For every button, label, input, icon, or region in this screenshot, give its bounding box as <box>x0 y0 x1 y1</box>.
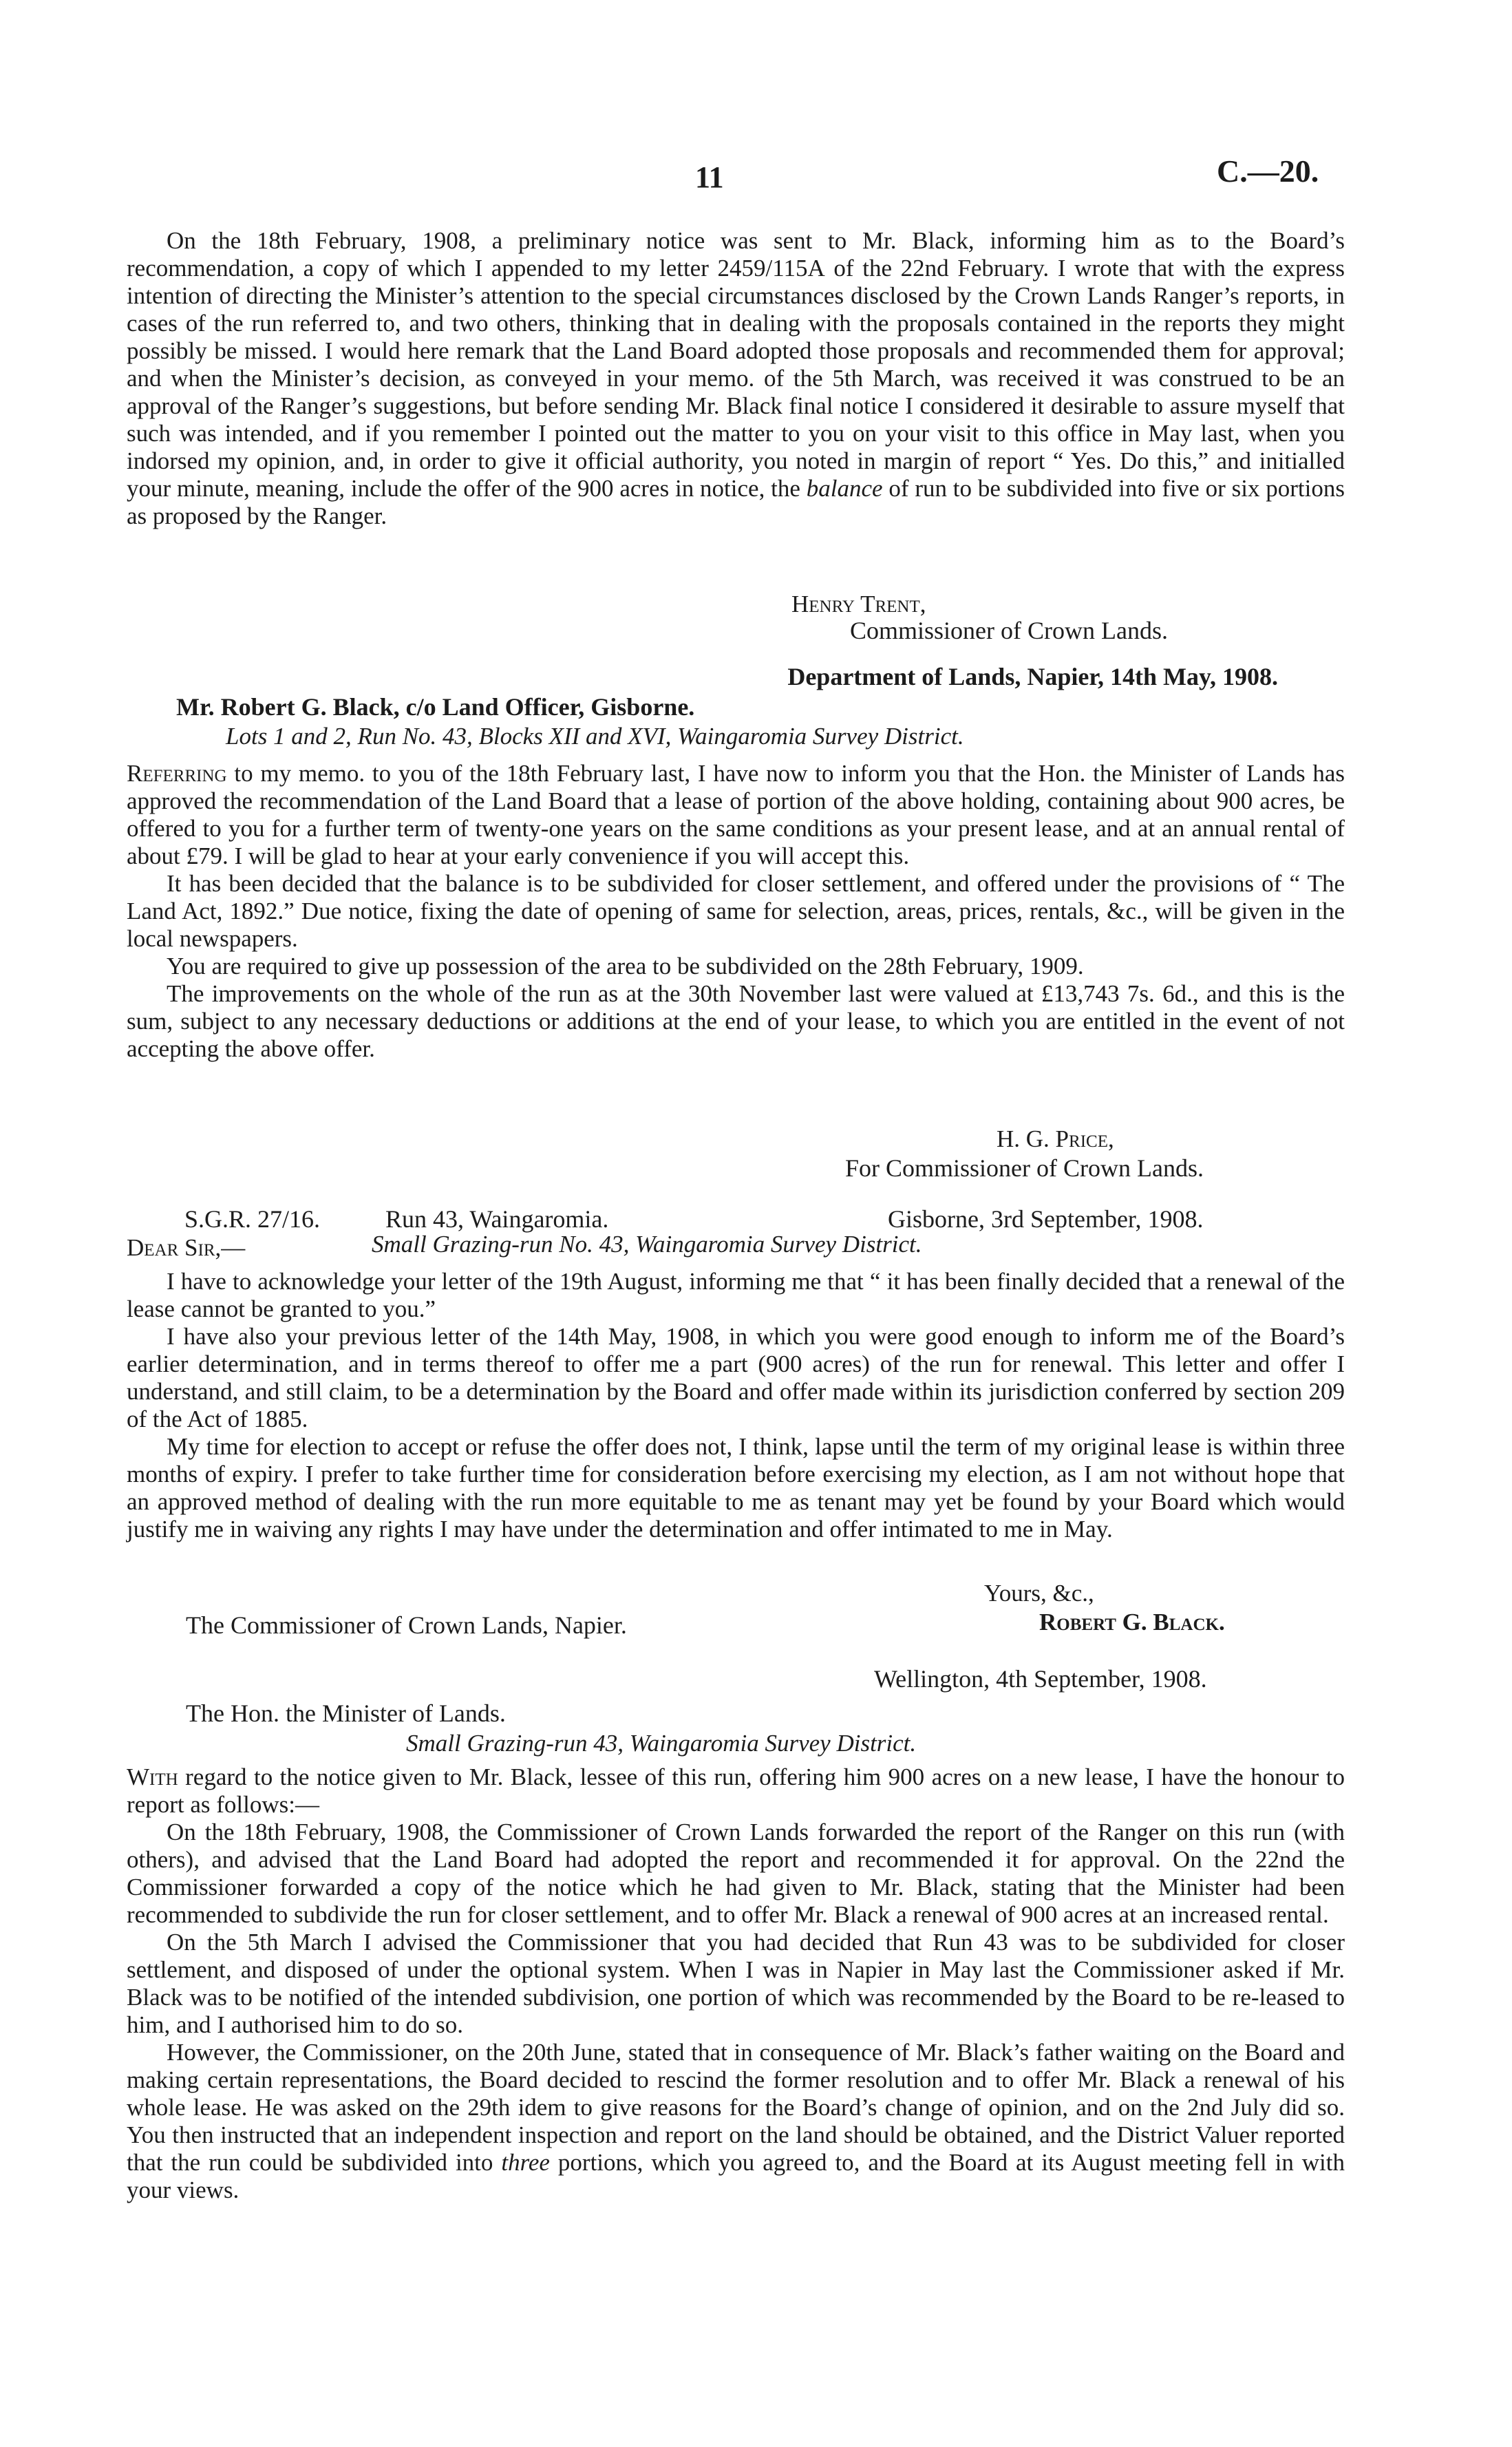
text-run: On the 18th February, 1908, a preliminary notice was sent to Mr. Black, informing him as to the Board’s recommendation, a copy of which I appended to my letter 2459/115 <box>127 227 1345 282</box>
text-run: balance <box>806 475 883 502</box>
text-run: However, the Commissioner, on the 20th June, stated that in consequence of Mr. Black’s father waiting on the Board and making certain representations, the Board decided to rescind the former resolution and to offer Mr. Black a renewal of his whole lease. He was asked on the 29th idem to give reasons for the Board’s change of opinion, and on the 2nd July did so. You then instructed that an independent inspection and report on the land should be obtained, and the District Valuer reported that the run could be subdivided into <box>127 2039 1345 2176</box>
text-run: portions, which you agreed to, and the Board at its August meeting fell in with your views. <box>127 2149 1345 2203</box>
dateline: Department of Lands, Napier, 14th May, 1908. <box>787 663 1278 690</box>
paragraph: The improvements on the whole of the run as at the 30th November last were valued at £13,743 7s. 6d., and this is the sum, subject to any necessary deductions or additions at the end of your lease, to which you are entitled in the event of not accepting the above offer. <box>127 980 1345 1062</box>
signature-name: Henry Trent, <box>791 591 926 617</box>
section-2-body <box>127 760 1345 1063</box>
signature-title: For Commissioner of Crown Lands. <box>845 1154 1204 1182</box>
paragraph: My time for election to accept or refuse the offer does not, I think, lapse until the term of my original lease is within three months of expiry. I prefer to take further time for consideration before exercising my election, as I am not without hope that an approved method of dealing with the run more equitable to me as tenant may yet be found by your Board which would justify me in waiving any rights I may have under the determination and offer intimated to me in May. <box>127 1433 1345 1543</box>
signature-title: Commissioner of Crown Lands. <box>850 617 1168 644</box>
paragraph: I have also your previous letter of the 14th May, 1908, in which you were good enough to inform me of the Board’s earlier determination, and in terms thereof to offer me a part (900 acres) of the run for renewal. This letter and offer I understand, and still claim, to be a determination by the Board and offer made within its jurisdiction conferred by section 209 of the Act of 1885. <box>127 1323 1345 1432</box>
section-1-paragraph <box>127 227 1345 530</box>
subject-line: Lots 1 and 2, Run No. 43, Blocks XII and XVI, Waingaromia Survey District. <box>226 723 964 750</box>
reference-number: S.G.R. 27/16. <box>184 1205 321 1233</box>
paragraph <box>127 760 1345 870</box>
page-number: 11 <box>695 160 724 194</box>
paragraph: I have to acknowledge your letter of the 19th August, informing me that “ it has been finally decided that a renewal of the lease cannot be granted to you.” <box>127 1268 1345 1322</box>
salutation: Dear Sir,— <box>127 1234 246 1261</box>
subject-line: Small Grazing-run No. 43, Waingaromia Survey District. <box>372 1231 922 1258</box>
signature-name: Robert G. Black. <box>1039 1609 1225 1635</box>
section-3-body <box>127 1268 1345 1543</box>
paragraph: You are required to give up possession of the area to be subdivided on the 28th February, 1909. <box>167 953 1084 979</box>
text-run: of the 22nd February. I wrote that with the express intention of directing the Minister’s attention to the special circumstances disclosed by the Crown Lands Ranger’s reports, in cases of the run referred to, and two others, thinking that in dealing with the proposals contained in the reports they might possibly be missed. I would here remark that the Land Board adopted those proposals and recommended them for approval; and when the Minister’s decision, as conveyed in your memo. of the 5th March, was received it was construed to be an approval of the Ranger’s suggestions, but before sending Mr. Black final notice I considered it desirable to assure myself that such was intended, and if you remember I pointed out the matter to you on your visit to this office in May last, when you indorsed my opinion, and, in order to give it official authority, you noted in margin of report “ Yes. Do this,” and initialled your minute, meaning, include the offer of the 900 acres in notice, the <box>127 255 1345 502</box>
text-run: three <box>501 2149 550 2176</box>
section-4-body <box>127 1763 1345 2204</box>
dateline: Gisborne, 3rd September, 1908. <box>888 1205 1204 1233</box>
text-run: With <box>127 1763 178 1790</box>
addressee: The Commissioner of Crown Lands, Napier. <box>186 1611 627 1639</box>
text-run: regard to the notice given to Mr. Black, lessee of this run, offering him 900 acres on a new lease, I have the honour to report as follows:— <box>127 1763 1345 1818</box>
paragraph: On the 18th February, 1908, the Commissioner of Crown Lands forwarded the report of the Ranger on this run (with others), and advised that the Land Board had adopted the report and recommended it for approval. On the 22nd the Commissioner forwarded a copy of the notice which he had given to Mr. Black, stating that the Minister had been recommended to subdivide the run for closer settlement, and to offer Mr. Black a renewal of 900 acres at an increased rental. <box>127 1819 1345 1928</box>
run-reference: Run 43, Waingaromia. <box>385 1205 609 1233</box>
paragraph <box>127 1763 1345 1819</box>
closing: Yours, &c., <box>984 1580 1094 1607</box>
subject-line: Small Grazing-run 43, Waingaromia Survey District. <box>406 1730 917 1757</box>
addressee: The Hon. the Minister of Lands. <box>186 1699 506 1727</box>
paragraph <box>127 2039 1345 2204</box>
section-1 <box>127 227 1345 530</box>
text-run: to my memo. to you of the 18th February last, I have now to inform you that the Hon. the Minister of Lands has approved the recommendation of the Land Board that a lease of portion of the above holding, containing about 900 acres, be offered to you for a further term of twenty-one years on the same conditions as your present lease, and at an annual rental of about £79. I will be glad to hear at your early convenience if you will accept this. <box>127 760 1345 869</box>
text-run: of run to be subdivided into five or six portions as proposed by the Ranger. <box>127 475 1345 529</box>
paragraph: On the 5th March I advised the Commissioner that you had decided that Run 43 was to be subdivided for closer settlement, and disposed of under the optional system. When I was in Napier in May last the Commissioner asked if Mr. Black was to be notified of the intended subdivision, one portion of which was recommended by the Board to be re-leased to him, and I authorised him to do so. <box>127 1929 1345 2038</box>
document-code: C.—20. <box>1217 153 1319 189</box>
text-run: Referring <box>127 760 227 787</box>
text-run: A <box>807 255 825 282</box>
dateline: Wellington, 4th September, 1908. <box>874 1665 1207 1693</box>
paragraph: It has been decided that the balance is to be subdivided for closer settlement, and offered under the provisions of “ The Land Act, 1892.” Due notice, fixing the date of opening of same for selection, areas, prices, rentals, &c., will be given in the local newspapers. <box>127 870 1345 952</box>
addressee: Mr. Robert G. Black, c/o Land Officer, Gisborne. <box>176 693 695 721</box>
signature-name: H. G. Price, <box>997 1125 1114 1152</box>
